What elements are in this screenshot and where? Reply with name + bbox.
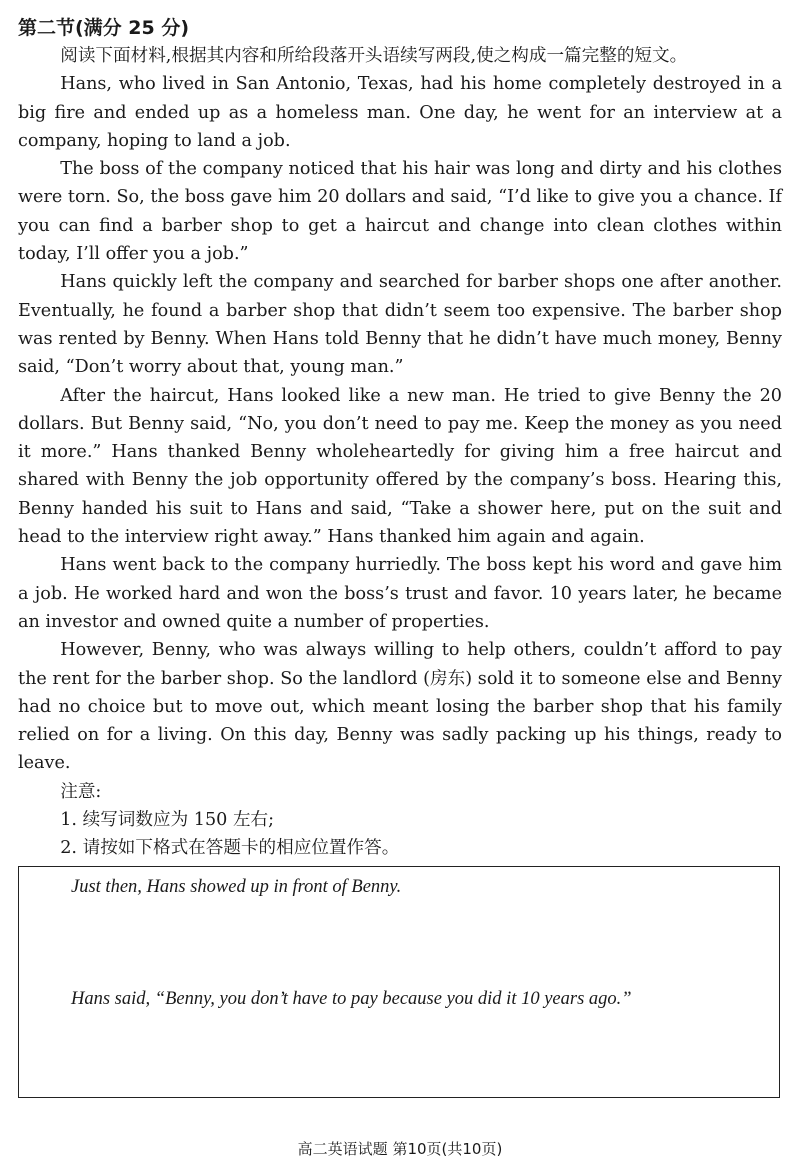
passage-paragraph-5: Hans went back to the company hurriedly. The boss kept his word and gave him a job. He worked hard and won the boss’s trust and favor. 10 years later, he became an investor and owned quite a number of properties. xyxy=(18,555,782,632)
paragraph-starter-1: Just then, Hans showed up in front of Benny. xyxy=(71,877,402,897)
note-item-1: 1. 续写词数应为 150 左右; xyxy=(60,809,275,830)
notes-title: 注意: xyxy=(60,781,102,802)
answer-box xyxy=(18,866,780,1098)
passage-paragraph-2: The boss of the company noticed that his hair was long and dirty and his clothes were torn. So, the boss gave him 20 dollars and said, “I’d like to give you a chance. If you can find a barber shop to get a haircut and change into clean clothes within today, I’ll offer you a job.” xyxy=(18,159,782,265)
instruction-text: 阅读下面材料,根据其内容和所给段落开头语续写两段,使之构成一篇完整的短文。 xyxy=(60,46,688,66)
note-item-2: 2. 请按如下格式在答题卡的相应位置作答。 xyxy=(60,837,400,858)
passage-paragraph-6: However, Benny, who was always willing to help others, couldn’t afford to pay the rent for the barber shop. So the landlord (房东) sold it to someone else and Benny had no choice but to move out, which meant losing the barber shop that his family relied on for a living. On this day, Benny was sadly packing up his things, ready to leave. xyxy=(18,640,782,774)
paragraph-starter-2: Hans said, “Benny, you don’t have to pay because you did it 10 years ago.” xyxy=(71,989,632,1009)
section-heading: 第二节(满分 25 分) xyxy=(18,17,190,39)
passage-paragraph-1: Hans, who lived in San Antonio, Texas, had his home completely destroyed in a big fire and ended up as a homeless man. One day, he went for an interview at a company, hoping to land a job. xyxy=(18,74,782,151)
page-footer: 高二英语试题 第10页(共10页) xyxy=(297,1140,503,1158)
exam-page xyxy=(18,14,782,862)
passage-paragraph-3: Hans quickly left the company and searched for barber shops one after another. Eventually, he found a barber shop that didn’t seem too expensive. The barber shop was rented by Benny. When Hans told Benny that he didn’t have much money, Benny said, “Don’t worry about that, young man.” xyxy=(18,272,782,378)
notes-section xyxy=(18,778,782,862)
passage-paragraph-4: After the haircut, Hans looked like a new man. He tried to give Benny the 20 dollars. But Benny said, “No, you don’t need to pay me. Keep the money as you need it more.” Hans thanked Benny wholeheartedly for giving him a free haircut and shared with Benny the job opportunity offered by the company’s boss. Hearing this, Benny handed his suit to Hans and said, “Take a shower here, put on the suit and head to the interview right away.” Hans thanked him again and again. xyxy=(18,385,782,548)
